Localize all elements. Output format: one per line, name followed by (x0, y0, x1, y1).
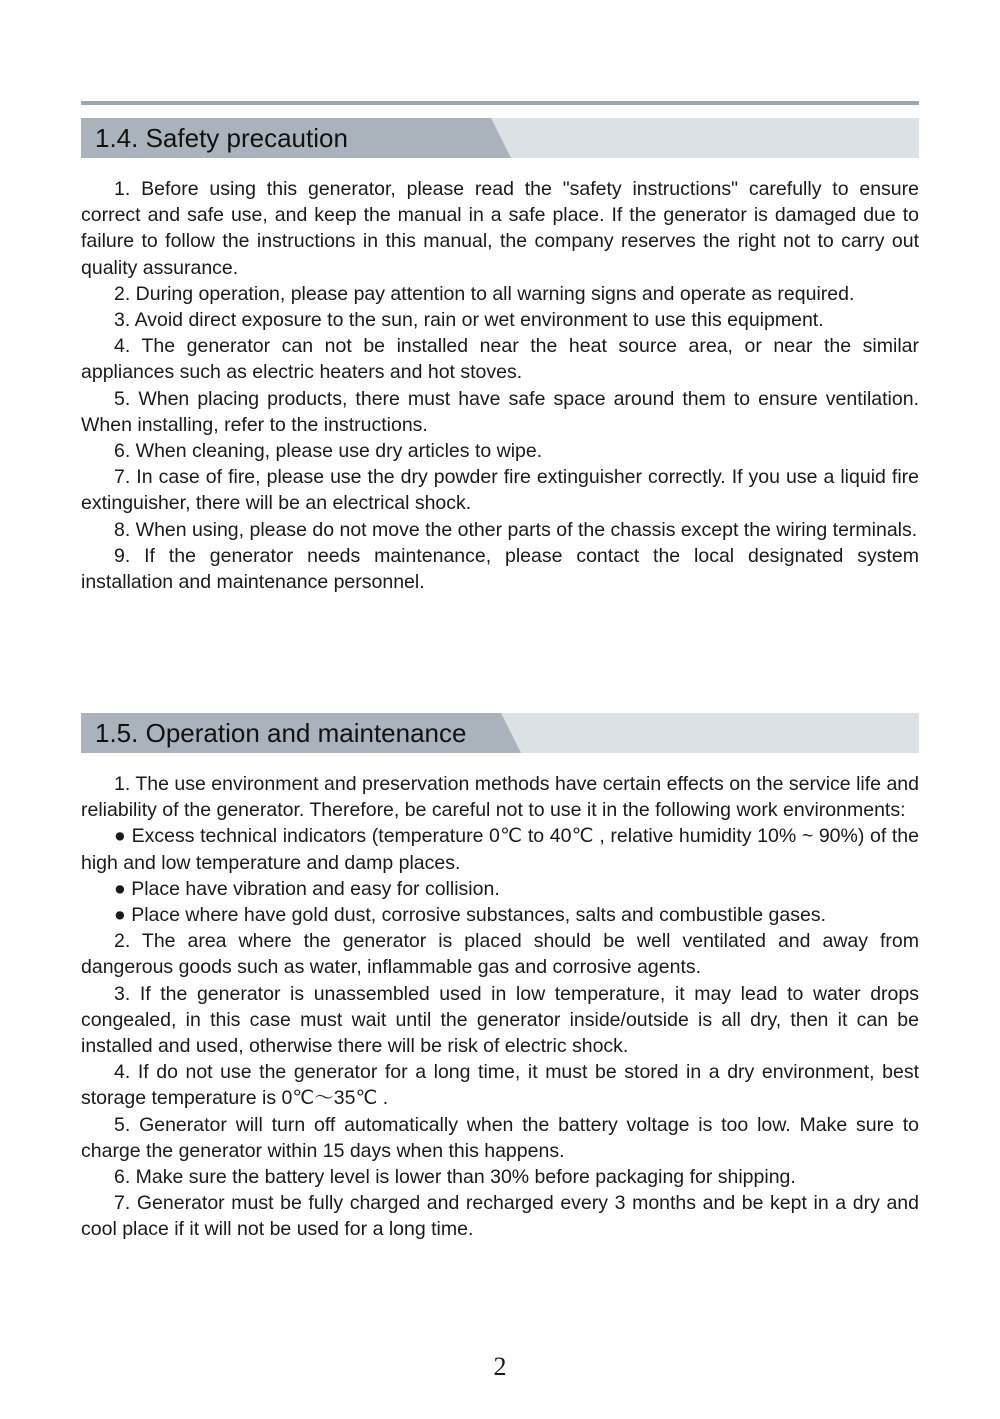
paragraph: 9. If the generator needs maintenance, please contact the local designated system installation and maintenance personnel. (81, 544, 919, 594)
paragraph: 1. The use environment and preservation methods have certain effects on the service life and reliability of the generator. Therefore, be careful not to use it in the following work environments: (81, 773, 919, 822)
paragraph: 4. If do not use the generator for a long time, it must be stored in a dry environment, best storage temperature is 0℃～35℃ . (81, 1061, 919, 1110)
paragraph: 3. If the generator is unassembled used in low temperature, it may lead to water drops congealed, in this case must wait until the generator inside/outside is all dry, then it can be installed and used, otherwise there will be risk of electric shock. (81, 982, 919, 1058)
section-title-safety: 1.4. Safety precaution (95, 123, 348, 153)
bullet-item: ● Excess technical indicators (temperature 0℃ to 40℃ , relative humidity 10% ~ 90%) of the high and low temperature and damp places. (81, 825, 919, 874)
paragraph: 7. Generator must be fully charged and recharged every 3 months and be kept in a dry and cool place if it will not be used for a long time. (81, 1192, 919, 1241)
paragraph: 8. When using, please do not move the other parts of the chassis except the wiring terminals. (114, 518, 918, 541)
section-header-operation (81, 713, 919, 753)
paragraph: 1. Before using this generator, please read the "safety instructions" carefully to ensure correct and safe use, and keep the manual in a safe place. If the generator is damaged due to failure to follow the instructions in this manual, the company reserves the right not to carry out quality assurance. (81, 178, 919, 279)
paragraph: 2. The area where the generator is placed should be well ventilated and away from dangerous goods such as water, inflammable gas and corrosive agents. (81, 930, 919, 979)
paragraph: 5. When placing products, there must have safe space around them to ensure ventilation. When installing, refer to the instructions. (81, 387, 919, 436)
section-body-safety (81, 176, 919, 595)
top-rule (81, 101, 919, 105)
paragraph: 6. When cleaning, please use dry articles to wipe. (114, 440, 543, 463)
section-header-safety (81, 118, 919, 158)
page-number: 2 (493, 1352, 507, 1381)
bullet-item: ● Place where have gold dust, corrosive substances, salts and combustible gases. (114, 904, 826, 927)
paragraph: 2. During operation, please pay attention to all warning signs and operate as required. (114, 282, 855, 305)
paragraph: 5. Generator will turn off automatically when the battery voltage is too low. Make sure to charge the generator within 15 days when this happens. (81, 1113, 919, 1162)
paragraph: 6. Make sure the battery level is lower than 30% before packaging for shipping. (114, 1166, 796, 1189)
paragraph: 7. In case of fire, please use the dry powder fire extinguisher correctly. If you use a liquid fire extinguisher, there will be an electrical shock. (81, 466, 919, 515)
paragraph: 4. The generator can not be installed near the heat source area, or near the similar appliances such as electric heaters and hot stoves. (81, 335, 919, 384)
bullet-item: ● Place have vibration and easy for collision. (114, 877, 500, 900)
section-title-operation: 1.5. Operation and maintenance (95, 718, 467, 748)
section-body-operation (81, 771, 919, 1243)
paragraph: 3. Avoid direct exposure to the sun, rain or wet environment to use this equipment. (114, 309, 824, 332)
